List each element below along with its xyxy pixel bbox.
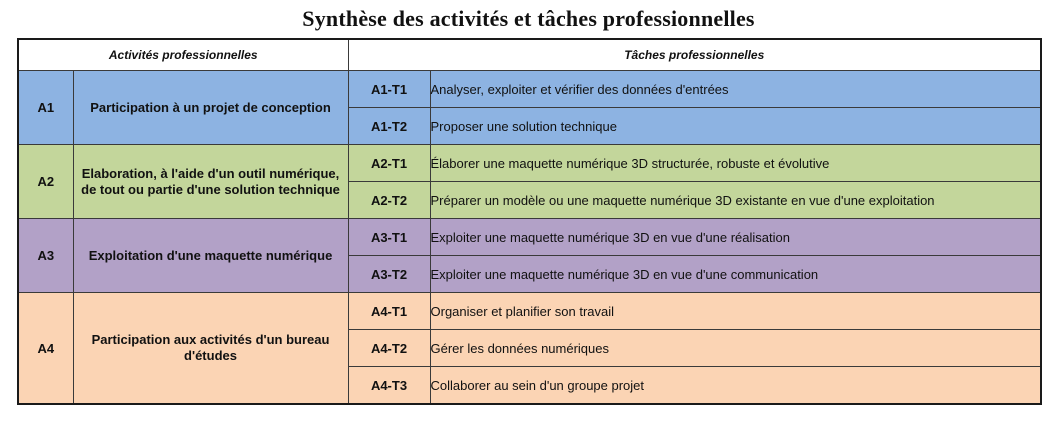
task-label: Collaborer au sein d'un groupe projet — [430, 367, 1041, 405]
task-label: Préparer un modèle ou une maquette numérique 3D existante en vue d'une exploitation — [430, 182, 1041, 219]
activities-header: Activités professionnelles — [18, 39, 348, 71]
table-row — [18, 293, 1041, 330]
activity-code: A3 — [18, 219, 73, 293]
activity-label: Participation aux activités d'un bureau d'études — [73, 293, 348, 405]
task-code: A3-T2 — [348, 256, 430, 293]
task-code: A4-T1 — [348, 293, 430, 330]
task-label: Gérer les données numériques — [430, 330, 1041, 367]
task-label: Proposer une solution technique — [430, 108, 1041, 145]
activity-label: Elaboration, à l'aide d'un outil numérique, de tout ou partie d'une solution technique — [73, 145, 348, 219]
activity-label: Exploitation d'une maquette numérique — [73, 219, 348, 293]
activity-label: Participation à un projet de conception — [73, 71, 348, 145]
tasks-header: Tâches professionnelles — [348, 39, 1041, 71]
task-code: A2-T2 — [348, 182, 430, 219]
task-code: A4-T3 — [348, 367, 430, 405]
activity-code: A1 — [18, 71, 73, 145]
table-row — [18, 219, 1041, 256]
table-row — [18, 145, 1041, 182]
task-code: A1-T1 — [348, 71, 430, 108]
task-label: Exploiter une maquette numérique 3D en vue d'une communication — [430, 256, 1041, 293]
task-label: Élaborer une maquette numérique 3D structurée, robuste et évolutive — [430, 145, 1041, 182]
synthesis-table — [17, 38, 1042, 405]
task-label: Analyser, exploiter et vérifier des données d'entrées — [430, 71, 1041, 108]
task-code: A3-T1 — [348, 219, 430, 256]
task-code: A2-T1 — [348, 145, 430, 182]
table-header-row — [18, 39, 1041, 71]
task-label: Exploiter une maquette numérique 3D en vue d'une réalisation — [430, 219, 1041, 256]
activity-code: A2 — [18, 145, 73, 219]
task-code: A1-T2 — [348, 108, 430, 145]
activity-code: A4 — [18, 293, 73, 405]
table-row — [18, 71, 1041, 108]
task-code: A4-T2 — [348, 330, 430, 367]
task-label: Organiser et planifier son travail — [430, 293, 1041, 330]
page-title: Synthèse des activités et tâches professionnelles — [302, 6, 755, 31]
